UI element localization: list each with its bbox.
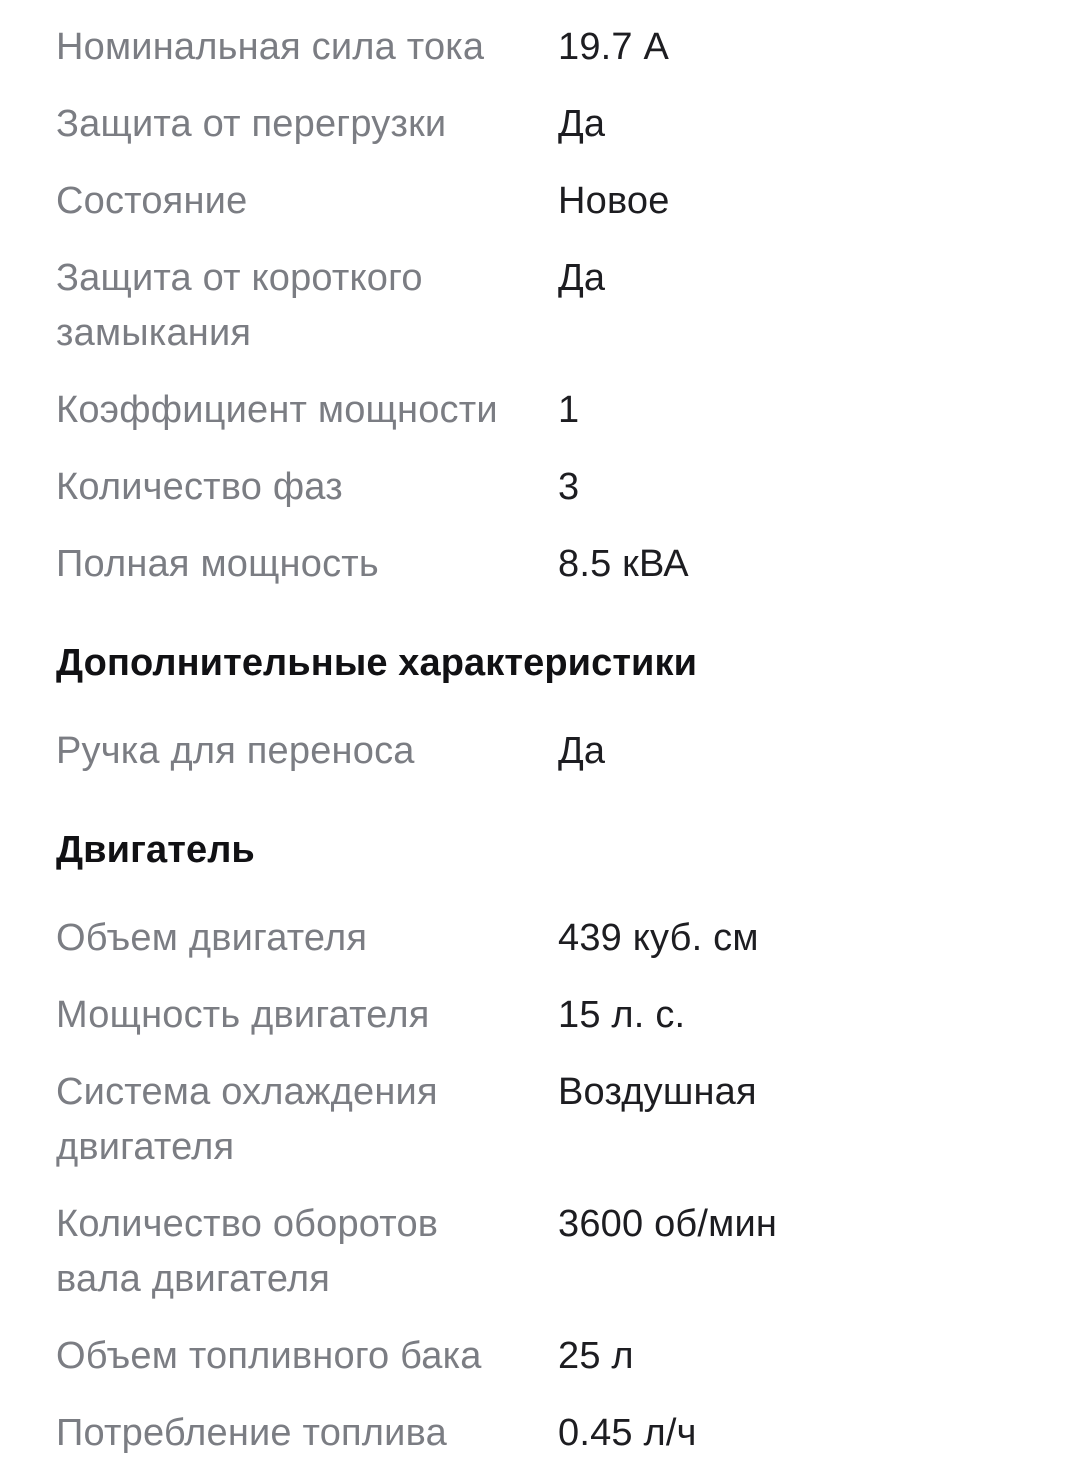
spec-label: Количество оборотов вала двигателя [56, 1203, 439, 1300]
spec-row-engine-power [56, 988, 1036, 1043]
spec-row-apparent-power [56, 537, 1036, 592]
spec-label: Объем топливного бака [56, 1335, 482, 1377]
spec-label: Защита от перегрузки [56, 103, 447, 145]
spec-value: 1 [558, 389, 580, 431]
spec-value: 3 [558, 466, 580, 508]
spec-row-power-factor [56, 383, 1036, 438]
section-title-engine: Двигатель [56, 829, 255, 871]
spec-row-rated-current [56, 20, 1036, 75]
spec-value: Да [558, 103, 606, 145]
spec-row-phases [56, 460, 1036, 515]
spec-value: 15 л. с. [558, 994, 686, 1036]
spec-row-fuel-consumption [56, 1406, 1036, 1461]
spec-value: 0.45 л/ч [558, 1412, 697, 1454]
spec-label: Потребление топлива [56, 1412, 447, 1454]
spec-row-engine-displacement [56, 911, 1036, 966]
section-title-additional: Дополнительные характеристики [56, 642, 698, 684]
spec-row-condition [56, 174, 1036, 229]
spec-label: Мощность двигателя [56, 994, 430, 1036]
spec-row-fuel-tank-volume [56, 1329, 1036, 1384]
spec-value: 25 л [558, 1335, 634, 1377]
spec-label: Номинальная сила тока [56, 26, 485, 68]
spec-label: Состояние [56, 180, 248, 222]
spec-label: Защита от короткого замыкания [56, 257, 423, 354]
spec-row-carry-handle [56, 724, 1036, 779]
spec-row-engine-rpm [56, 1197, 1036, 1307]
spec-value: Новое [558, 180, 670, 222]
spec-value: Воздушная [558, 1071, 757, 1113]
spec-label: Коэффициент мощности [56, 389, 498, 431]
spec-label: Система охлаждения двигателя [56, 1071, 438, 1168]
spec-label: Полная мощность [56, 543, 379, 585]
spec-row-short-circuit-protection [56, 251, 1036, 361]
spec-value: Да [558, 257, 606, 299]
spec-value: 8.5 кВА [558, 543, 689, 585]
spec-value: 3600 об/мин [558, 1203, 778, 1245]
spec-value: Да [558, 730, 606, 772]
spec-label: Объем двигателя [56, 917, 368, 959]
spec-value: 439 куб. см [558, 917, 759, 959]
spec-row-engine-cooling [56, 1065, 1036, 1175]
spec-value: 19.7 А [558, 26, 670, 68]
spec-label: Ручка для переноса [56, 730, 415, 772]
spec-row-overload-protection [56, 97, 1036, 152]
spec-label: Количество фаз [56, 466, 343, 508]
